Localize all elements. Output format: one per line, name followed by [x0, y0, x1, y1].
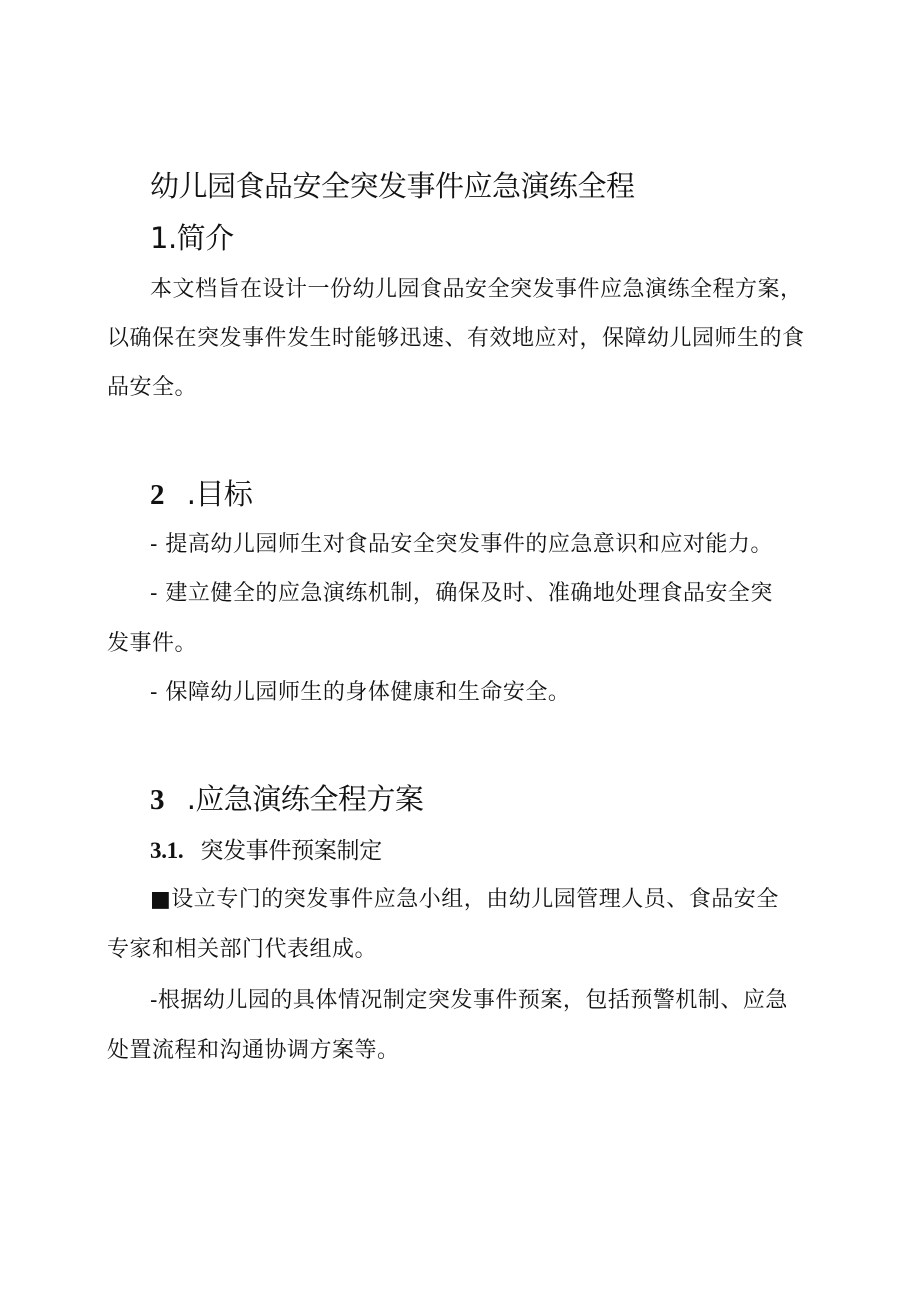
section-1-line-1: 本文档旨在设计一份幼儿园食品安全突发事件应急演练全程方案，	[150, 277, 803, 302]
subsection-3-1-line-3: -根据幼儿园的具体情况制定突发事件预案，包括预警机制、应急	[150, 988, 788, 1013]
subsection-3-1-line-1: ■设立专门的突发事件应急小组，由幼儿园管理人员、食品安全	[150, 887, 779, 912]
section-1-heading: 1.简介	[150, 221, 234, 255]
section-1-line-3: 品安全。	[107, 375, 198, 400]
subsection-3-1-title: 突发事件预案制定	[200, 838, 382, 864]
section-2-number: 2	[150, 479, 164, 511]
document-title: 幼儿园食品安全突发事件应急演练全程	[150, 169, 635, 203]
section-3-number: 3	[150, 784, 164, 816]
section-3-heading	[150, 777, 423, 818]
section-2-heading	[150, 472, 252, 513]
section-1-line-2: 以确保在突发事件发生时能够迅速、有效地应对，保障幼儿园师生的食	[107, 326, 805, 351]
section-3-title: .应急演练全程方案	[186, 782, 424, 816]
section-2-item-1: - 提高幼儿园师生对食品安全突发事件的应急意识和应对能力。	[150, 532, 773, 557]
section-2-item-3: - 保障幼儿园师生的身体健康和生命安全。	[150, 680, 571, 705]
section-2-item-2-cont: 发事件。	[107, 631, 198, 656]
section-2-title: .目标	[186, 477, 253, 511]
subsection-3-1-heading	[150, 832, 382, 865]
subsection-3-1-line-4: 处置流程和沟通协调方案等。	[107, 1038, 400, 1063]
subsection-3-1-line-2: 专家和相关部门代表组成。	[107, 937, 378, 962]
section-2-item-2: - 建立健全的应急演练机制，确保及时、准确地处理食品安全突	[150, 581, 773, 606]
subsection-3-1-number: 3.1.	[150, 838, 184, 863]
